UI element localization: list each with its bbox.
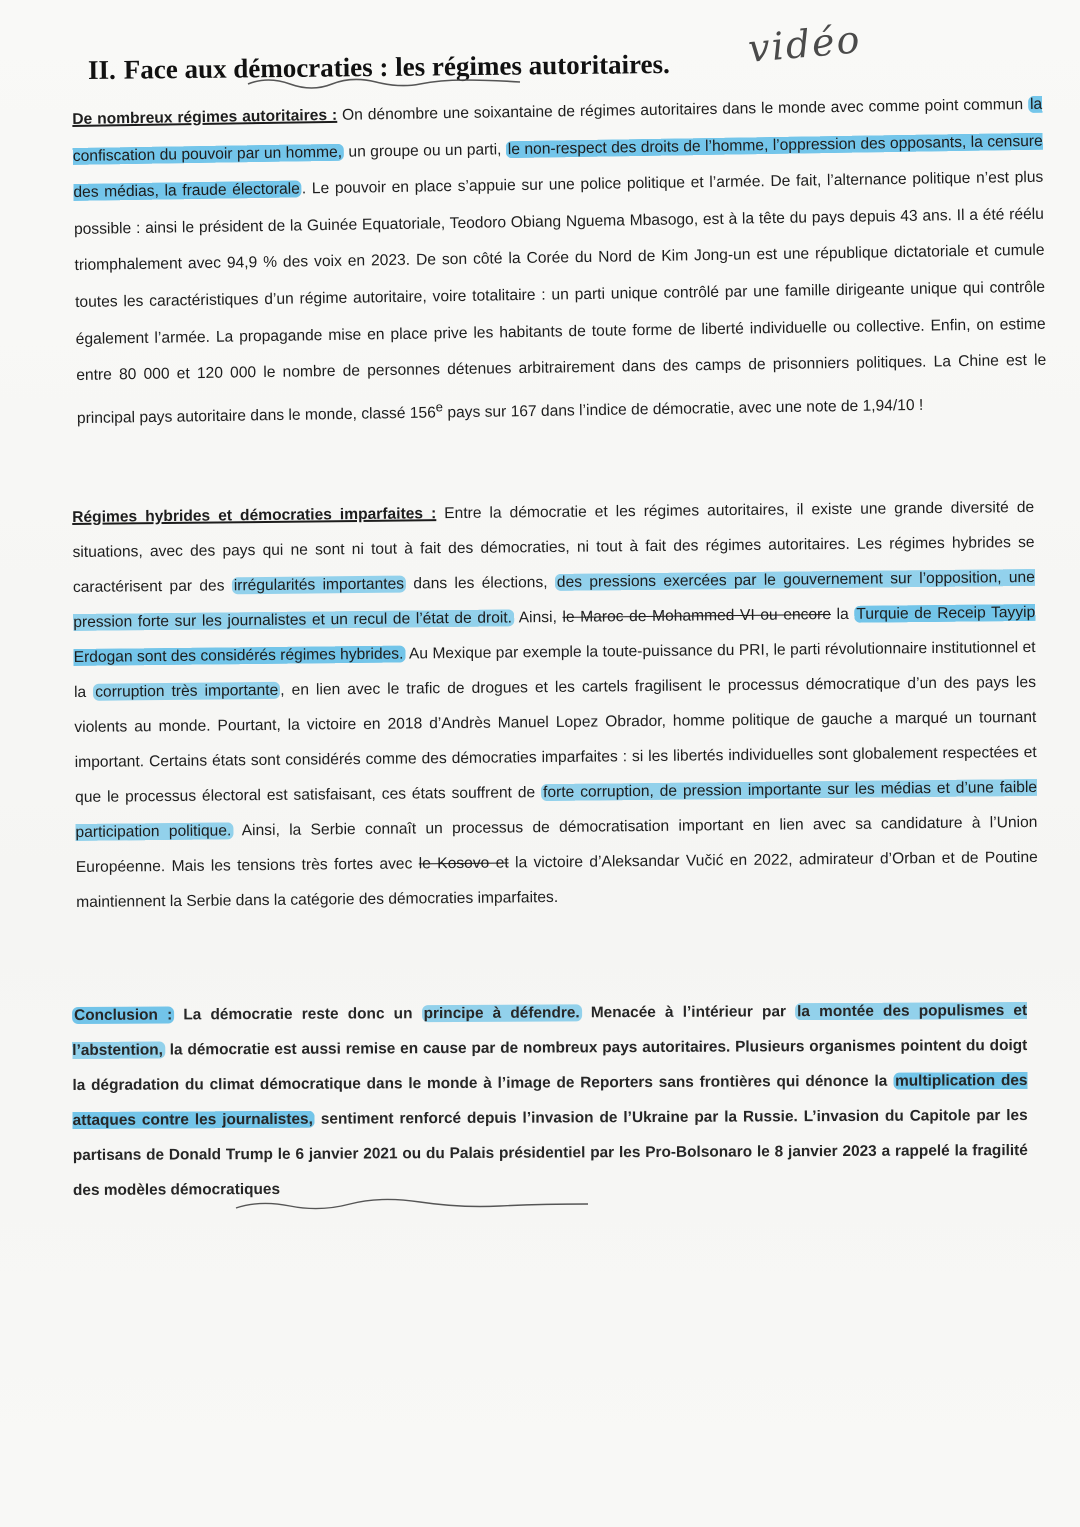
text-run: la victoire d’Aleksandar Vučić en 2022, admirateur d’Orban et de Poutine maintiennent la Serbie dans la catégorie des démocraties imparfaites. <box>76 848 1038 911</box>
section-heading: De nombreux régimes autoritaires : <box>72 106 338 128</box>
text-run: la démocratie est aussi remise en cause par de nombreux pays autoritaires. Plusieurs organismes pointent du doigt la dégradation du climat démocratique dans le monde à l’image de Reporters sans frontières qui dénonce la <box>72 1036 1028 1094</box>
text-run: Ainsi, la Serbie connaît un processus de démocratisation important en lien avec sa candidature à l’Union Européenne. Mais les tensions très fortes avec <box>75 813 1038 876</box>
strikethrough: le Maroc de Mohammed VI ou encore <box>562 606 832 626</box>
paragraph <box>72 87 1047 438</box>
text-run: Ainsi, <box>513 608 563 627</box>
text-run: sentiment renforcé depuis l’invasion de l’Ukraine par la Russie. L’invasion du Capitole par les partisans de Donald Trump le 6 janvier 2021 ou du Palais présidentiel par les Pro-Bolsonaro le 8 janvier 2023 a rappelé la fragilité des modèles démocratiques <box>72 1106 1028 1199</box>
highlight: le non-respect des droits de l’homme, l’oppression des opposants, la censure des médias, la fraude électorale <box>73 132 1043 202</box>
strikethrough: le Kosovo et <box>418 854 509 873</box>
highlight: multiplication des attaques contre les journalistes, <box>72 1071 1028 1129</box>
highlight: des pressions exercées par le gouvernement sur l’opposition, une pression forte sur les journalistes et un recul de l’état de droit. <box>73 568 1035 631</box>
text-run: dans les élections, <box>405 573 555 593</box>
highlight: corruption très importante <box>95 681 279 701</box>
section-conclusion <box>72 993 1028 1208</box>
text-run: . Le pouvoir en place s’appuie sur une police politique et l’armée. De fait, l’alternance politique n’est plus possible : ainsi le président de la Guinée Equatoriale, Teodoro Obiang Nguema Mbasogo, est à la tête du pays depuis 43 ans. Il a été réélu triomphalement avec 94,9 % des voix en 2023. De son côté la Corée du Nord de Kim Jong-un est une république dictatoriale et cumule toutes les caractéristiques d’un régime autoritaire, voire totalitaire : un parti unique contrôlé par une famille dirigeante unique qui contrôle également l’armée. La propagande mise en place prive les habitants de toute forme de liberté individuelle ou collective. Enfin, on estime entre 80 000 et 120 000 le nombre de personnes détenues arbitrairement dans des camps de prisonniers politiques. La Chine est le principal pays autoritaire dans le monde, classé 156 <box>73 168 1047 427</box>
section-heading: Conclusion : <box>74 1006 173 1024</box>
paragraph <box>72 993 1028 1208</box>
section-hybrid-regimes <box>72 490 1038 920</box>
text-run: La démocratie reste donc un <box>174 1005 422 1024</box>
text-run: la <box>830 605 855 624</box>
highlight: forte corruption, de pression importante sur les médias et d’une faible participation politique. <box>75 778 1038 841</box>
title-text: Face aux démocraties : les régimes autoritaires. <box>123 48 670 85</box>
text-run: Menacée à l’intérieur par <box>581 1003 796 1022</box>
superscript: e <box>435 398 444 415</box>
handwritten-note: vidéo <box>746 17 864 71</box>
text-run: Entre la démocratie et les régimes autoritaires, il existe une grande diversité de situations, avec des pays qui ne sont ni tout à fait des démocraties, ni tout à fait des régimes autoritaires. Les régimes hybrides se caractérisent par des <box>72 498 1035 596</box>
highlight: Turquie de Receip Tayyip Erdogan sont des considérés régimes hybrides. <box>73 603 1036 666</box>
paragraph <box>72 490 1038 920</box>
section-heading: Régimes hybrides et démocraties imparfaites : <box>72 505 437 526</box>
highlight: principe à défendre. <box>423 1004 580 1023</box>
text-run: On dénombre une soixantaine de régimes autoritaires dans le monde avec comme point commun <box>337 95 1029 124</box>
text-run: un groupe ou un parti, <box>343 140 506 161</box>
text-run: , en lien avec le trafic de drogues et les cartels fragilisent le processus démocratique d’un des pays les violents au monde. Pourtant, la victoire en 2018 d’Andrès Manuel Lopez Obrador, homme politique de gauche a marqué un tournant important. Certains états sont considérés comme des démocraties imparfaites : si les libertés individuelles sont globalement respectées et que le processus électoral est satisfaisant, ces états souffrent de <box>74 673 1037 806</box>
highlight: la confiscation du pouvoir par un homme, <box>72 95 1043 165</box>
title-number: II. <box>87 54 116 86</box>
section-authoritarian-regimes <box>72 87 1047 438</box>
highlight: irrégularités importantes <box>233 575 405 595</box>
text-run: Au Mexique par exemple la toute-puissance du PRI, le parti révolutionnaire institutionnel et la <box>73 638 1036 701</box>
highlight: la montée des populismes et l’abstention, <box>72 1001 1028 1059</box>
text-run: pays sur 167 dans l’indice de démocratie, avec une note de 1,94/10 ! <box>442 396 924 422</box>
title-squiggle <box>248 79 520 88</box>
